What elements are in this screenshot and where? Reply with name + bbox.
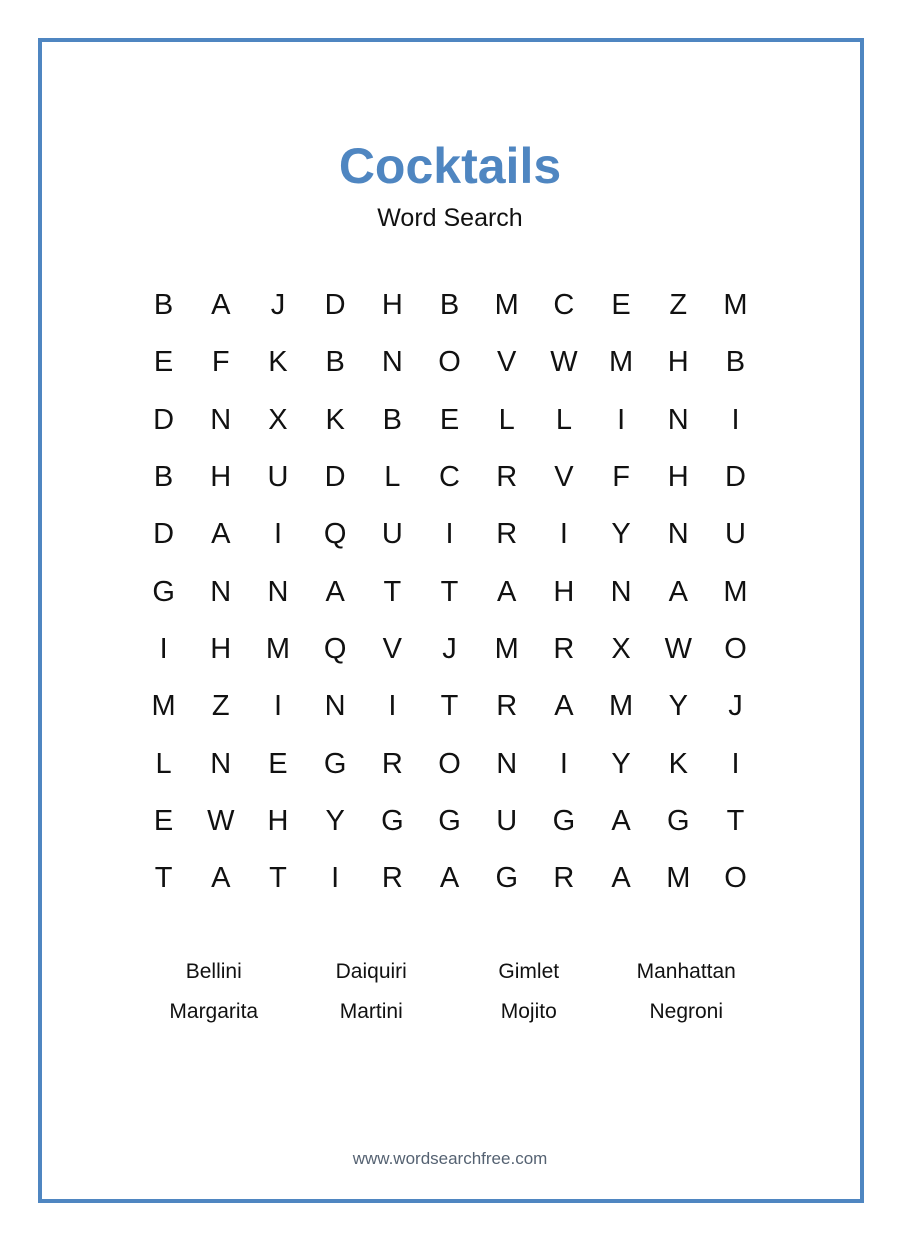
grid-letter: V — [554, 461, 574, 494]
grid-letter: G — [667, 804, 690, 837]
grid-letter: Y — [325, 804, 345, 837]
grid-letter: B — [725, 346, 746, 379]
word-list-item: Negroni — [649, 1000, 724, 1023]
grid-letter: R — [496, 690, 518, 723]
grid-letter: T — [726, 804, 745, 837]
word-list-item: Margarita — [169, 1000, 259, 1023]
grid-letter: D — [153, 403, 175, 436]
grid-letter: A — [211, 289, 231, 322]
grid-letter: I — [731, 403, 740, 436]
grid-letter: U — [724, 518, 746, 551]
grid-letter: I — [273, 690, 282, 723]
grid-letter: I — [559, 518, 568, 551]
puzzle-title: Cocktails — [338, 138, 562, 194]
grid-letter: M — [609, 346, 634, 379]
grid-letter: I — [731, 747, 740, 780]
grid-letter: H — [267, 804, 289, 837]
grid-letter: N — [210, 747, 232, 780]
grid-letter: U — [381, 518, 403, 551]
grid-letter: I — [559, 747, 568, 780]
grid-letter: F — [612, 461, 630, 494]
grid-letter: N — [610, 575, 632, 608]
grid-letter: I — [273, 518, 282, 551]
grid-letter: I — [617, 403, 626, 436]
grid-letter: N — [667, 518, 689, 551]
grid-letter: N — [324, 690, 346, 723]
grid-letter: E — [268, 747, 288, 780]
grid-letter: C — [553, 289, 575, 322]
grid-letter: B — [153, 289, 174, 322]
grid-letter: I — [445, 518, 454, 551]
grid-letter: D — [324, 289, 346, 322]
grid-letter: I — [331, 862, 340, 895]
grid-letter: N — [267, 575, 289, 608]
grid-letter: D — [724, 461, 746, 494]
grid-letter: M — [666, 862, 691, 895]
grid-letter: H — [667, 346, 689, 379]
grid-letter: N — [667, 403, 689, 436]
grid-letter: M — [609, 690, 634, 723]
grid-letter: Y — [611, 518, 631, 551]
grid-letter: R — [553, 632, 575, 665]
grid-letter: H — [667, 461, 689, 494]
grid-letter: A — [211, 518, 231, 551]
grid-letter: N — [210, 575, 232, 608]
grid-letter: W — [207, 804, 235, 837]
grid-letter: J — [442, 632, 457, 665]
grid-letter: B — [325, 346, 345, 379]
grid-letter: A — [211, 862, 231, 895]
grid-letter: O — [724, 862, 747, 895]
grid-letter: M — [494, 289, 519, 322]
grid-letter: B — [153, 461, 174, 494]
grid-letter: H — [210, 632, 232, 665]
grid-letter: Y — [668, 690, 688, 723]
grid-letter: K — [268, 346, 288, 379]
grid-letter: J — [270, 289, 286, 322]
grid-letter: U — [267, 461, 289, 494]
grid-letter: G — [152, 575, 175, 608]
grid-letter: B — [382, 403, 403, 436]
grid-letter: L — [384, 461, 401, 494]
grid-letter: V — [382, 632, 403, 665]
grid-letter: G — [381, 804, 404, 837]
grid-letter: Q — [323, 632, 347, 665]
grid-letter: E — [439, 403, 460, 436]
grid-letter: H — [210, 461, 232, 494]
letter-grid — [135, 277, 765, 907]
grid-letter: L — [155, 747, 172, 780]
grid-letter: K — [668, 747, 688, 780]
grid-letter: E — [153, 804, 174, 837]
grid-letter: K — [325, 403, 345, 436]
grid-letter: O — [438, 747, 461, 780]
word-list-item: Gimlet — [498, 960, 560, 983]
grid-letter: L — [498, 403, 515, 436]
grid-letter: W — [550, 346, 578, 379]
grid-letter: C — [439, 461, 460, 494]
grid-letter: M — [723, 575, 748, 608]
grid-letter: N — [381, 346, 403, 379]
grid-letter: T — [383, 575, 402, 608]
grid-letter: N — [496, 747, 518, 780]
grid-letter: F — [211, 346, 230, 379]
grid-letter: R — [381, 747, 403, 780]
grid-letter: A — [554, 690, 574, 723]
grid-letter: U — [496, 804, 518, 837]
grid-letter: R — [381, 862, 403, 895]
puzzle-subtitle: Word Search — [377, 204, 523, 232]
grid-letter: H — [381, 289, 403, 322]
grid-letter: R — [496, 518, 518, 551]
grid-letter: H — [553, 575, 575, 608]
grid-letter: A — [611, 862, 631, 895]
grid-letter: Q — [323, 518, 347, 551]
grid-letter: T — [154, 862, 173, 895]
grid-letter: J — [728, 690, 743, 723]
grid-letter: Z — [211, 690, 230, 723]
grid-letter: Y — [611, 747, 631, 780]
grid-letter: A — [611, 804, 631, 837]
grid-letter: B — [439, 289, 460, 322]
grid-letter: N — [210, 403, 232, 436]
word-list — [135, 952, 765, 1032]
grid-letter: D — [324, 461, 346, 494]
grid-letter: I — [159, 632, 168, 665]
grid-letter: R — [553, 862, 575, 895]
grid-letter: M — [151, 690, 176, 723]
grid-letter: M — [723, 289, 748, 322]
grid-letter: Z — [669, 289, 688, 322]
word-list-item: Manhattan — [636, 960, 736, 983]
grid-letter: A — [497, 575, 517, 608]
grid-letter: G — [495, 862, 518, 895]
grid-letter: R — [496, 461, 518, 494]
grid-letter: A — [668, 575, 688, 608]
grid-letter: I — [388, 690, 397, 723]
grid-letter: E — [153, 346, 174, 379]
grid-letter: L — [555, 403, 572, 436]
grid-letter: A — [439, 862, 460, 895]
grid-letter: G — [438, 804, 461, 837]
grid-letter: D — [153, 518, 175, 551]
grid-letter: T — [269, 862, 287, 895]
grid-letter: T — [440, 690, 459, 723]
grid-letter: W — [664, 632, 692, 665]
word-list-item: Bellini — [185, 960, 242, 983]
grid-letter: G — [552, 804, 576, 837]
word-list-item: Martini — [339, 1000, 403, 1023]
grid-letter: X — [611, 632, 631, 665]
word-list-item: Mojito — [500, 1000, 557, 1023]
grid-letter: A — [325, 575, 345, 608]
grid-letter: G — [323, 747, 347, 780]
grid-letter: T — [440, 575, 459, 608]
grid-letter: O — [438, 346, 461, 379]
word-list-item: Daiquiri — [335, 960, 407, 983]
grid-letter: O — [724, 632, 747, 665]
grid-letter: M — [265, 632, 291, 665]
footer-url: www.wordsearchfree.com — [352, 1149, 548, 1168]
grid-letter: X — [268, 403, 288, 436]
grid-letter: M — [494, 632, 519, 665]
grid-letter: V — [497, 346, 517, 379]
grid-letter: E — [611, 289, 631, 322]
